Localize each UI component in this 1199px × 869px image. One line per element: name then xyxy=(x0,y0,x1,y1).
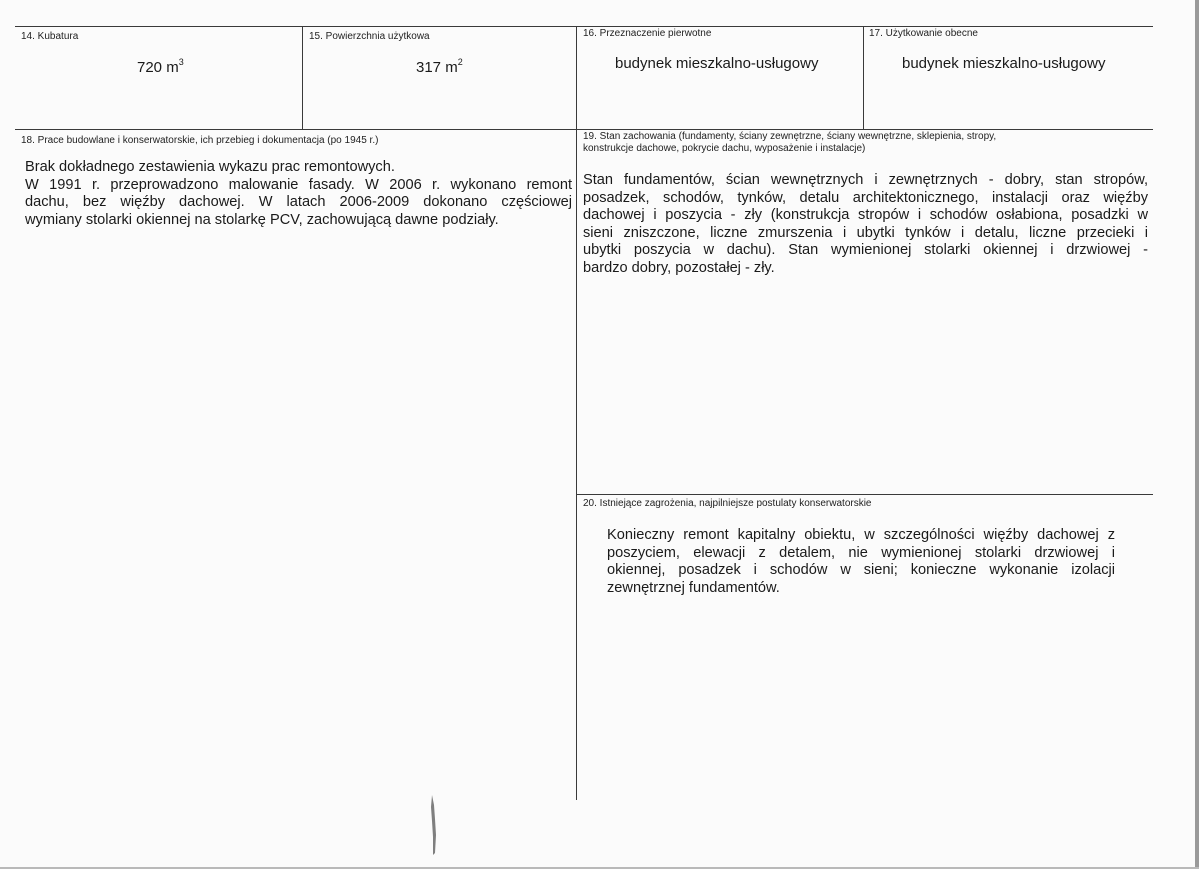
divider-main-center xyxy=(576,26,577,800)
field-14-number: 720 m xyxy=(137,59,179,76)
divider-14-15 xyxy=(302,26,303,130)
field-20-line: poszyciem, elewacji z detalem, nie wymienionej stolarki drzwiowej i xyxy=(607,544,1115,561)
field-18-label: 18. Prace budowlane i konserwatorskie, ich przebieg i dokumentacja (po 1945 r.) xyxy=(21,135,379,146)
field-15-label: 15. Powierzchnia użytkowa xyxy=(309,31,430,42)
field-15-value xyxy=(416,59,463,77)
field-20-label: 20. Istniejące zagrożenia, najpilniejsze postulaty konserwatorskie xyxy=(583,498,872,509)
field-17-label: 17. Użytkowanie obecne xyxy=(869,28,978,39)
field-14-label: 14. Kubatura xyxy=(21,31,79,42)
field-16-label: 16. Przeznaczenie pierwotne xyxy=(583,28,712,39)
field-18-text xyxy=(25,159,572,229)
field-19-line: sieni zniszczone, liczne zmurszenia i ubytki tynków i detalu, liczne przecieki i xyxy=(583,224,1148,241)
field-14-value xyxy=(137,59,184,77)
field-16-value: budynek mieszkalno-usługowy xyxy=(615,55,819,72)
field-20-line: Konieczny remont kapitalny obiektu, w szczególności więźby dachowej z xyxy=(607,527,1115,543)
field-18-line: wymiany stolarki okiennej na stolarkę PCV, zachowującą dawne podziały. xyxy=(25,211,499,228)
top-row-top-border xyxy=(15,26,1153,27)
field-19-line: posadzek, schodów, tynków, detalu architektonicznego, instalacji oraz więźby xyxy=(583,189,1148,206)
field-19-label-line-1: 19. Stan zachowania (fundamenty, ściany zewnętrzne, ściany wewnętrzne, sklepienia, stropy, xyxy=(583,131,997,142)
field-18-line: Brak dokładnego zestawienia wykazu prac remontowych. xyxy=(25,159,395,175)
field-18-line: dachu, bez więźby dachowej. W latach 2006-2009 dokonano częściowej xyxy=(25,194,572,210)
field-20-line: okiennej, posadzek i schodów w sieni; konieczne wykonanie izolacji xyxy=(607,562,1115,578)
scan-smudge-mark xyxy=(430,795,437,855)
field-15-number: 317 m xyxy=(416,59,458,76)
field-19-line: ubytki poszycia w dachu). Stan wymienionej stolarki okiennej i drzwiowej - xyxy=(583,242,1148,258)
field-15-exponent: 2 xyxy=(457,57,463,67)
field-19-text xyxy=(583,172,1148,277)
scan-edge-shadow xyxy=(1195,0,1199,869)
field-19-line: bardzo dobry, pozostałej - zły. xyxy=(583,259,775,276)
field-20-line: zewnętrznej fundamentów. xyxy=(607,579,780,596)
field-18-line: W 1991 r. przeprowadzono malowanie fasady. W 2006 r. wykonano remont xyxy=(25,176,572,193)
section-20-top-border xyxy=(576,494,1153,495)
top-row-bottom-border xyxy=(15,129,1153,130)
field-19-label-line-2: konstrukcje dachowe, pokrycie dachu, wyposażenie i instalacje) xyxy=(583,143,866,154)
field-17-value: budynek mieszkalno-usługowy xyxy=(902,55,1106,72)
field-19-line: dachowej i poszycia - zły (konstrukcja stropów i schodów osłabiona, posadzki w xyxy=(583,207,1148,223)
divider-16-17 xyxy=(863,26,864,130)
field-19-line: Stan fundamentów, ścian wewnętrznych i zewnętrznych - dobry, stan stropów, xyxy=(583,172,1148,188)
field-20-text xyxy=(607,527,1115,597)
field-14-exponent: 3 xyxy=(178,57,184,67)
